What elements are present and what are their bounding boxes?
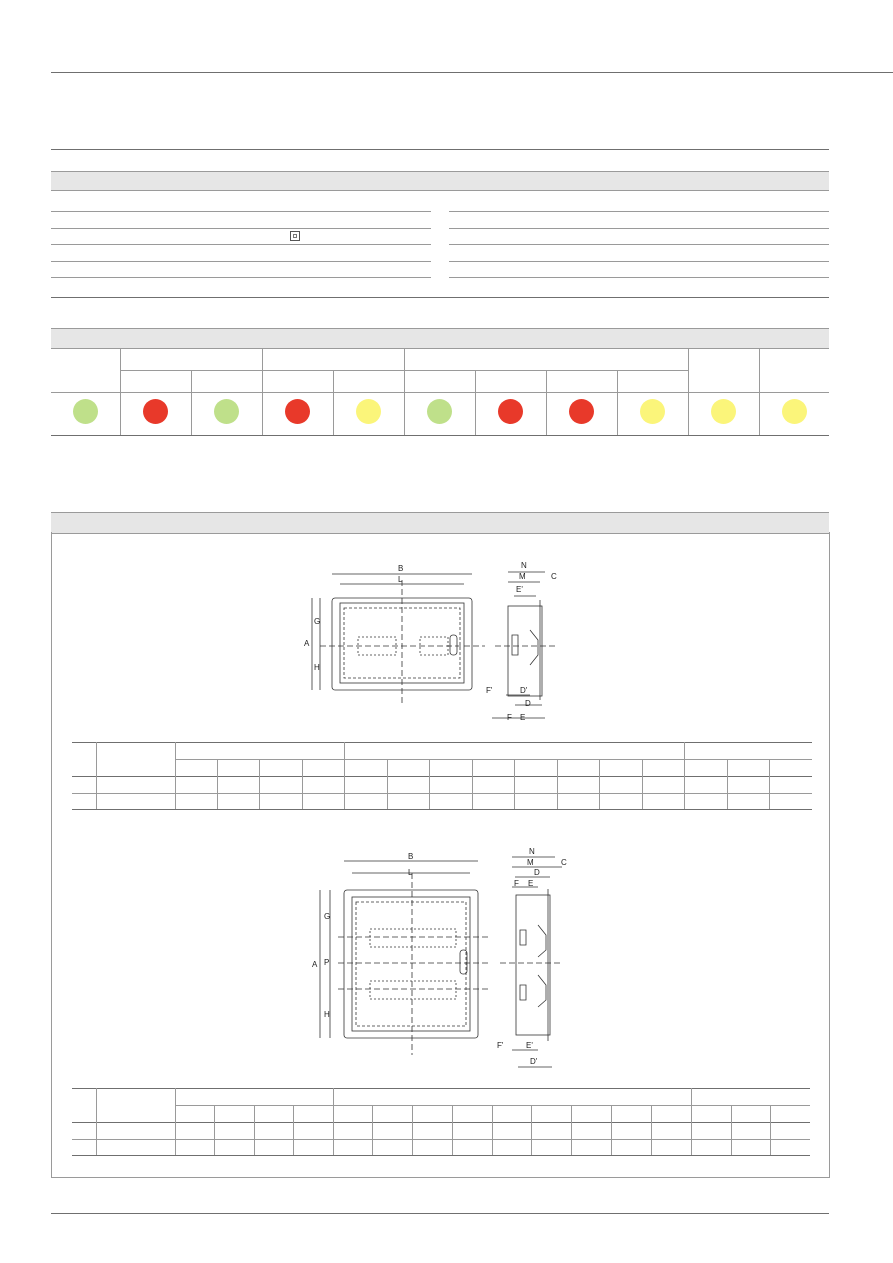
svg-text:E: E [528,879,534,888]
svg-text:D: D [534,868,540,877]
dimension-drawing-single-row [300,560,570,725]
svg-text:C: C [551,572,557,581]
dimension-drawing-double-row [300,845,580,1070]
svg-text:M: M [527,858,534,867]
rating-dot [356,399,381,424]
svg-text:D: D [525,699,531,708]
svg-text:G: G [324,912,331,921]
rating-dot [285,399,310,424]
svg-text:E': E' [516,585,523,594]
footer-rule [51,1213,829,1214]
rating-dot [73,399,98,424]
rating-dot [782,399,807,424]
double-insulation-icon [290,231,300,241]
svg-text:A: A [312,960,318,969]
svg-text:B: B [398,564,404,573]
svg-text:M: M [519,572,526,581]
svg-text:E': E' [526,1041,533,1050]
svg-text:H: H [314,663,320,672]
svg-text:F: F [507,713,512,722]
svg-text:P: P [324,958,330,967]
svg-text:H: H [324,1010,330,1019]
section-rule [51,297,829,298]
svg-text:F': F' [497,1041,504,1050]
svg-text:C: C [561,858,567,867]
rating-dot [214,399,239,424]
rating-dot [498,399,523,424]
section-band-ratings [51,328,829,349]
svg-text:E: E [520,713,526,722]
svg-text:N: N [521,561,527,570]
svg-text:D': D' [530,1057,538,1066]
section-rule [51,149,829,150]
section-band-dimensions [51,512,829,534]
svg-text:L: L [408,868,413,877]
rating-dot [640,399,665,424]
rating-dot [143,399,168,424]
rating-dot [569,399,594,424]
svg-text:F': F' [486,686,493,695]
svg-text:N: N [529,847,535,856]
rating-dot [427,399,452,424]
header-rule [51,72,893,73]
svg-text:B: B [408,852,414,861]
svg-text:D': D' [520,686,528,695]
rating-dot [711,399,736,424]
svg-text:L: L [398,575,403,584]
section-band-specs [51,171,829,191]
svg-text:G: G [314,617,321,626]
svg-text:F: F [514,879,519,888]
svg-text:A: A [304,639,310,648]
